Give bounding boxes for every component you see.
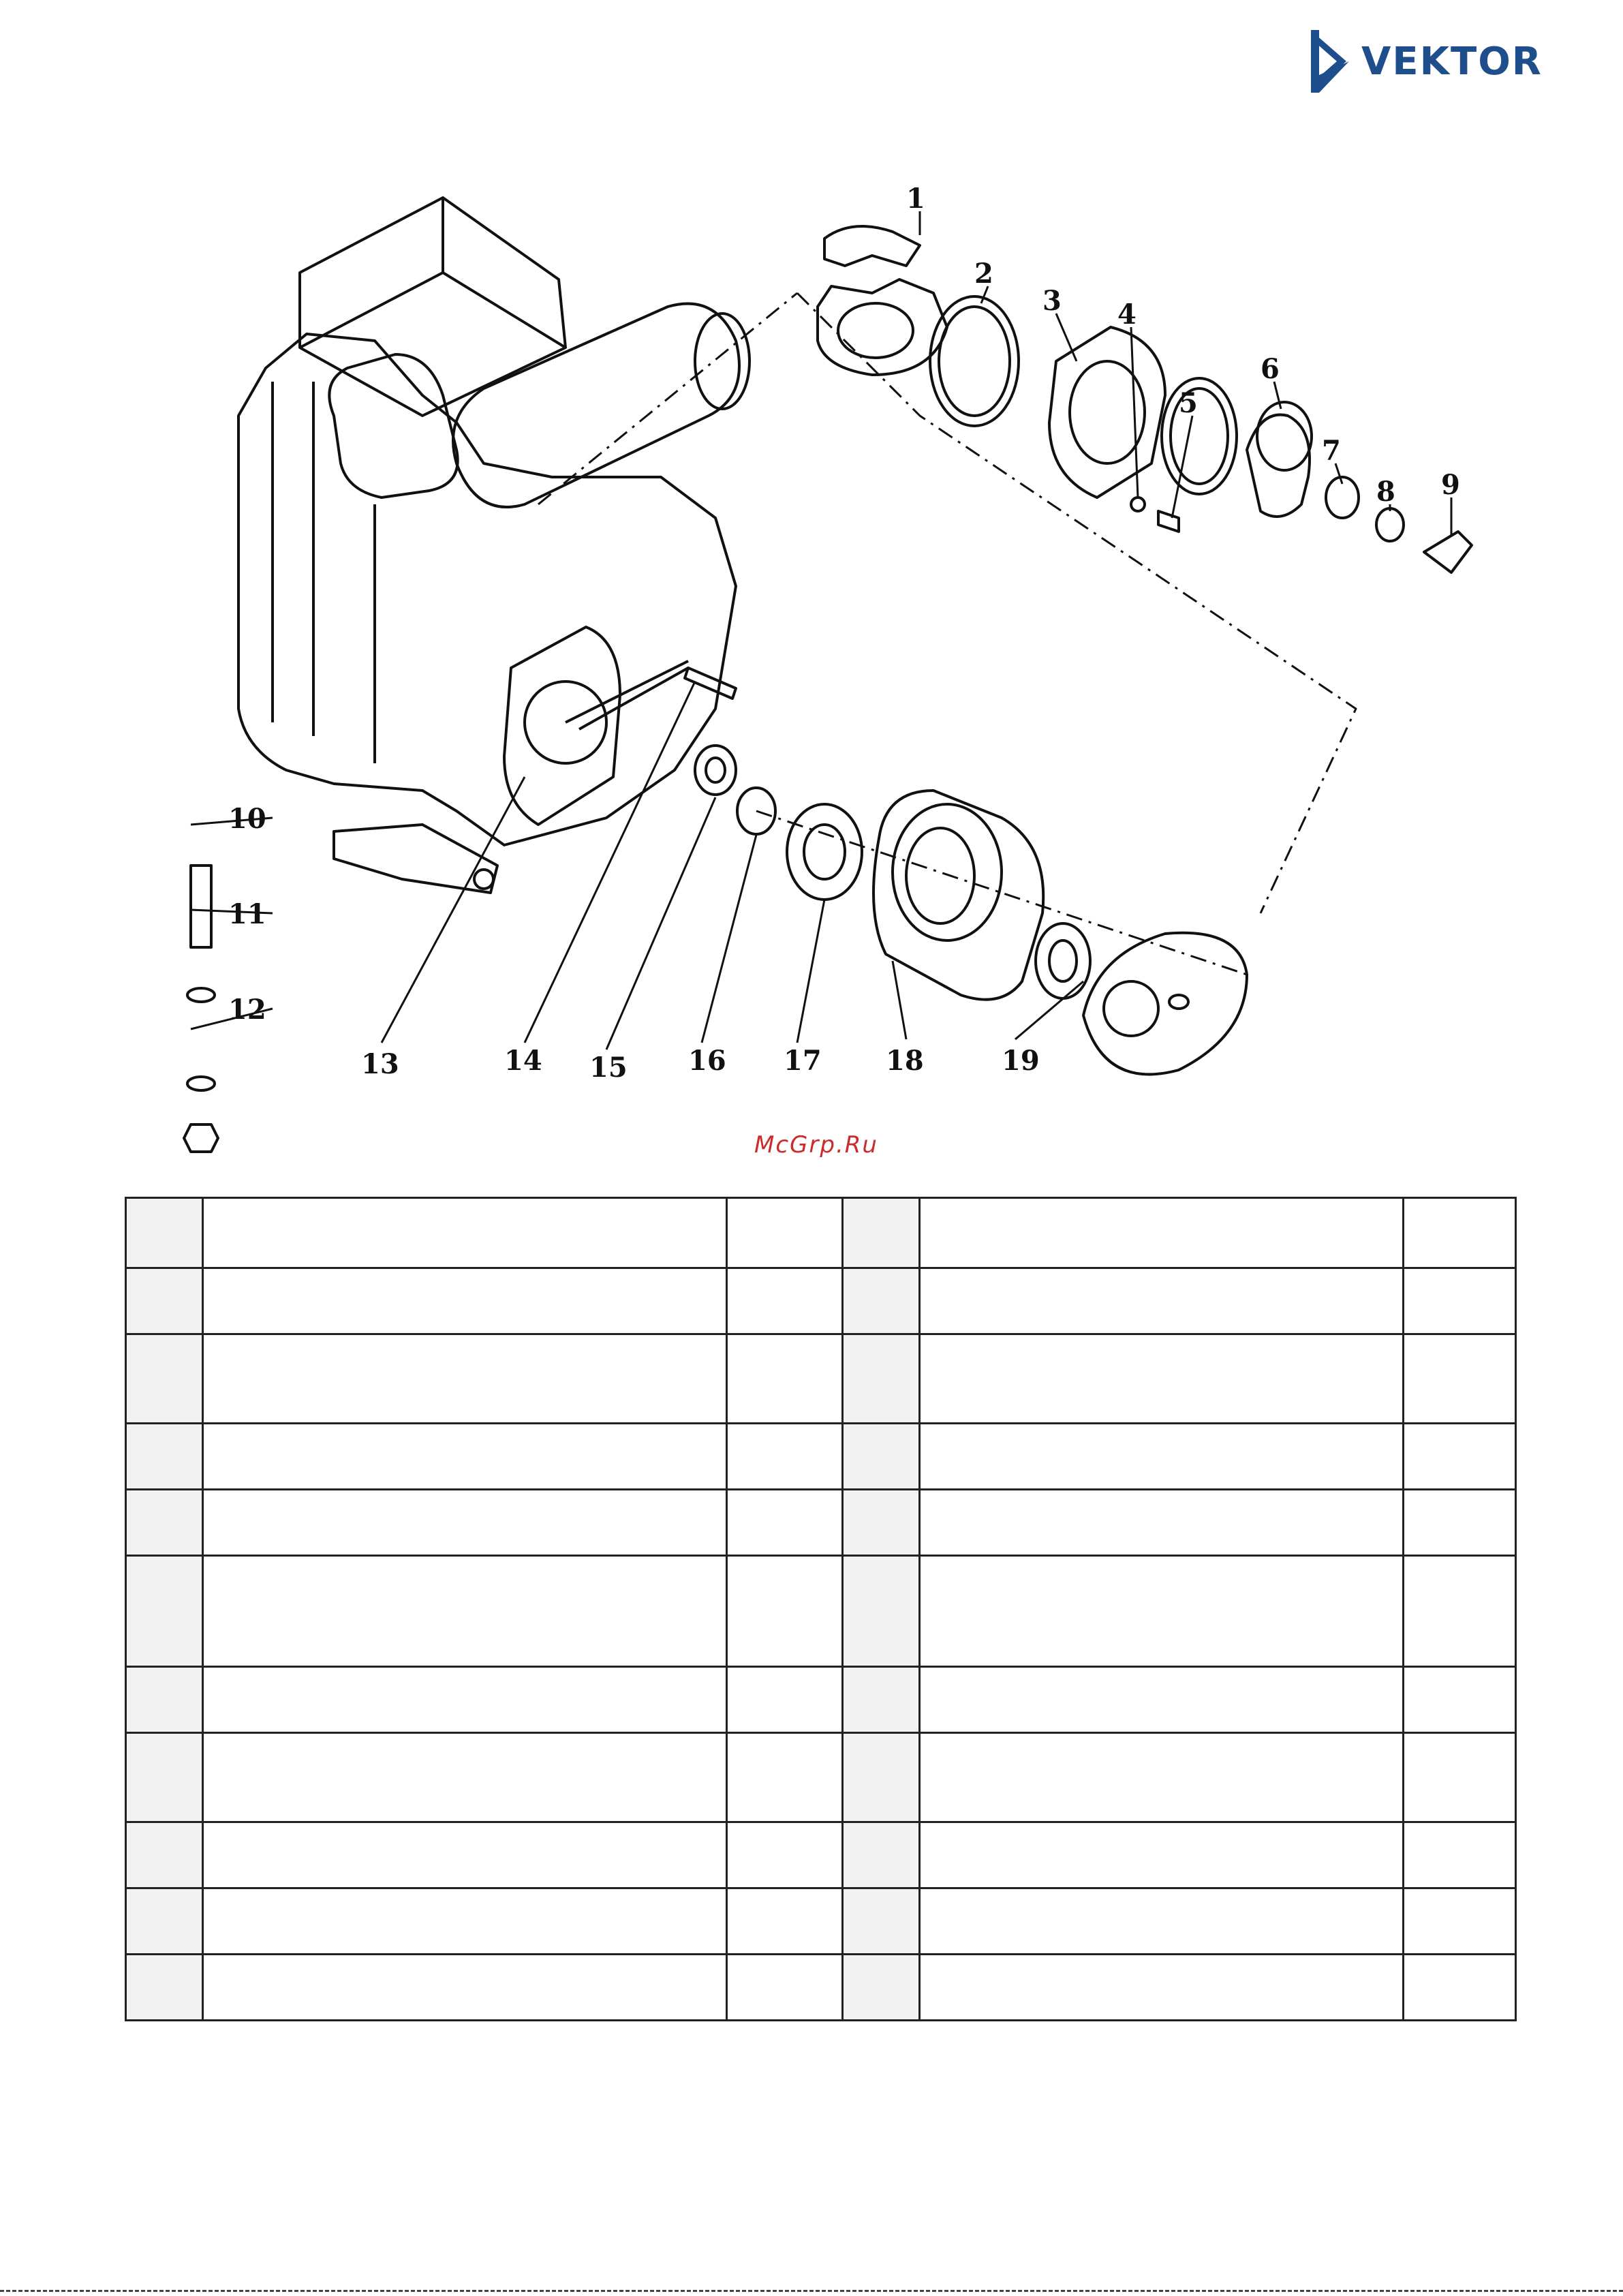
table-row <box>126 1955 1516 2021</box>
table-row <box>126 1667 1516 1733</box>
table-cell <box>126 1424 203 1490</box>
table-row <box>126 1424 1516 1490</box>
callout-19: 19 <box>1002 1045 1040 1077</box>
engine-top-box <box>300 198 566 416</box>
seal-17 <box>787 804 862 900</box>
header-cell <box>843 1198 920 1268</box>
callout-1: 1 <box>906 183 925 215</box>
table-cell <box>1404 1424 1516 1490</box>
table-cell <box>126 1733 203 1822</box>
table-cell <box>843 1334 920 1424</box>
table-cell <box>843 1490 920 1556</box>
table-cell <box>126 1556 203 1667</box>
table-cell <box>920 1733 1404 1822</box>
table-row <box>126 1888 1516 1955</box>
table-cell <box>1404 1268 1516 1334</box>
watermark: McGrp.Ru <box>754 1131 878 1159</box>
table-cell <box>1404 1888 1516 1955</box>
callout-2: 2 <box>974 258 993 290</box>
table-row <box>126 1334 1516 1424</box>
table-cell <box>126 1268 203 1334</box>
table-cell <box>203 1888 727 1955</box>
callout-10: 10 <box>228 803 266 835</box>
header-cell <box>203 1198 727 1268</box>
engine-flange <box>504 627 620 825</box>
table-cell <box>203 1667 727 1733</box>
table-row <box>126 1490 1516 1556</box>
table-cell <box>843 1556 920 1667</box>
gasket-2 <box>930 296 1019 426</box>
table-cell <box>727 1424 843 1490</box>
vektor-logo <box>1307 27 1543 95</box>
table-cell <box>126 1822 203 1888</box>
table-cell <box>920 1556 1404 1667</box>
parts-table <box>125 1197 1517 2021</box>
table-cell <box>1404 1733 1516 1822</box>
callout-3: 3 <box>1042 285 1062 317</box>
callout-6: 6 <box>1261 353 1280 385</box>
key-14 <box>685 668 736 699</box>
table-cell <box>126 1888 203 1955</box>
table-cell <box>727 1822 843 1888</box>
callout-15: 15 <box>589 1052 628 1084</box>
table-cell <box>843 1888 920 1955</box>
table-cell <box>843 1733 920 1822</box>
callout-17: 17 <box>784 1045 822 1077</box>
washer-8 <box>1376 508 1404 541</box>
table-row <box>126 1822 1516 1888</box>
housing-18 <box>874 791 1043 1000</box>
table-cell <box>1404 1490 1516 1556</box>
table-cell <box>920 1334 1404 1424</box>
table-row <box>126 1733 1516 1822</box>
callout-5: 5 <box>1179 387 1198 419</box>
table-cell <box>203 1424 727 1490</box>
table-cell <box>920 1667 1404 1733</box>
table-cell <box>727 1556 843 1667</box>
flange-3 <box>1049 327 1165 498</box>
table-cell <box>920 1955 1404 2021</box>
exploded-parts-diagram <box>198 183 1460 1131</box>
table-cell <box>203 1268 727 1334</box>
table-cell <box>1404 1556 1516 1667</box>
callout-9: 9 <box>1441 469 1460 501</box>
table-cell <box>843 1667 920 1733</box>
table-cell <box>203 1490 727 1556</box>
table-cell <box>126 1334 203 1424</box>
table-cell <box>920 1822 1404 1888</box>
table-cell <box>126 1955 203 2021</box>
table-cell <box>920 1424 1404 1490</box>
callout-8: 8 <box>1376 476 1395 508</box>
cover-plate-19 <box>1083 933 1247 1075</box>
table-cell <box>1404 1334 1516 1424</box>
muffler-end <box>695 313 749 409</box>
table-cell <box>203 1733 727 1822</box>
table-cell <box>727 1490 843 1556</box>
table-cell <box>203 1556 727 1667</box>
nut-4 <box>1131 498 1145 511</box>
table-cell <box>843 1424 920 1490</box>
table-cell <box>843 1955 920 2021</box>
table-cell <box>1404 1955 1516 2021</box>
table-cell <box>203 1334 727 1424</box>
table-cell <box>920 1490 1404 1556</box>
table-cell <box>843 1822 920 1888</box>
bolt-10 <box>191 866 211 947</box>
table-cell <box>727 1268 843 1334</box>
header-cell <box>727 1198 843 1268</box>
table-cell <box>1404 1822 1516 1888</box>
brand-name: VEKTOR <box>1361 40 1543 84</box>
header-cell <box>1404 1198 1516 1268</box>
callout-16: 16 <box>688 1045 726 1077</box>
table-cell <box>843 1268 920 1334</box>
table-row <box>126 1268 1516 1334</box>
table-cell <box>727 1733 843 1822</box>
table-cell <box>1404 1667 1516 1733</box>
table-cell <box>203 1955 727 2021</box>
callout-18: 18 <box>886 1045 924 1077</box>
callout-13: 13 <box>361 1048 399 1080</box>
table-header-row <box>126 1198 1516 1268</box>
header-cell <box>920 1198 1404 1268</box>
callout-4: 4 <box>1117 299 1137 331</box>
seal-ring <box>1162 378 1237 494</box>
table-cell <box>126 1490 203 1556</box>
table-cell <box>920 1888 1404 1955</box>
bolt-9 <box>1424 532 1472 572</box>
table-cell <box>727 1334 843 1424</box>
table-row <box>126 1556 1516 1667</box>
table-cell <box>126 1667 203 1733</box>
callout-7: 7 <box>1322 435 1341 467</box>
table-cell <box>727 1888 843 1955</box>
callout-14: 14 <box>504 1045 542 1077</box>
mounting-foot <box>334 825 497 893</box>
footer-divider <box>0 2290 1623 2292</box>
header-cell <box>126 1198 203 1268</box>
table-cell <box>727 1955 843 2021</box>
callout-12: 12 <box>228 994 266 1026</box>
callout-11: 11 <box>228 898 266 930</box>
coupling-1-top <box>824 226 920 266</box>
vektor-logo-icon <box>1307 27 1361 95</box>
diagram-svg <box>198 183 1460 1131</box>
table-cell <box>920 1268 1404 1334</box>
table-cell <box>727 1667 843 1733</box>
bearing-19 <box>1036 923 1090 998</box>
bolt-5 <box>1158 511 1179 532</box>
table-cell <box>203 1822 727 1888</box>
bearing-15 <box>695 746 736 795</box>
